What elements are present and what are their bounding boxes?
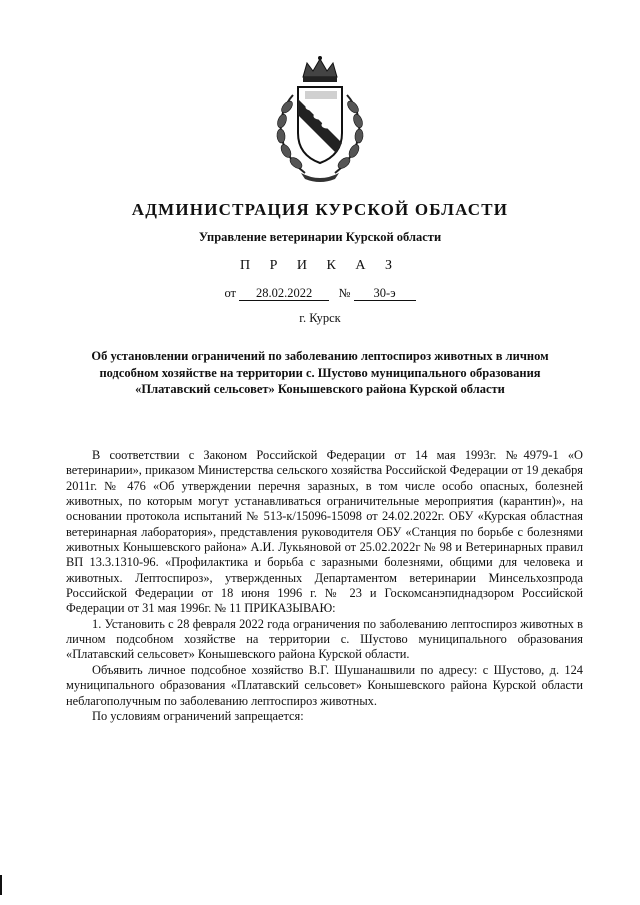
date-prefix: от: [224, 286, 236, 300]
organization-title: АДМИНИСТРАЦИЯ КУРСКОЙ ОБЛАСТИ: [131, 200, 509, 219]
order-subject: Об установлении ограничений по заболеванию лептоспироз животных в личном подсобном хозяйстве на территории с. Шустово муниципального образования «Платавский сельсовет» Конышевского района Курской области: [91, 349, 549, 396]
order-item-1: 1. Установить с 28 февраля 2022 года ограничения по заболеванию лептоспироз животных в личном подсобном хозяйстве на территории с. Шустово муниципального образования «Платавский сельсовет» Конышевского района Курской области.: [66, 616, 583, 662]
document-type: П Р И К А З: [240, 258, 400, 273]
coat-of-arms-emblem: [265, 55, 375, 185]
department-name: Управление ветеринарии Курской области: [198, 230, 442, 244]
order-body: [66, 448, 583, 724]
order-number: 30-э: [354, 287, 416, 301]
preamble-paragraph: В соответствии с Законом Российской Федерации от 14 мая 1993г. №4979-1 «О ветеринарии», приказом Министерства сельского хозяйства Российской Федерации от 19 декабря 2011г. № 476 «Об утверждении перечня заразных, в том числе особо опасных, болезней животных, по которым могут устанавливаться ограничительные мероприятия (карантин)», на основании протокола испытаний № 513-к/15096-15098 от 24.02.2022г. ОБУ «Курская областная ветеринарная лаборатория», представления руководителя ОБУ «Станция по борьбе с болезнями животных Конышевского района» А.И. Лукьяновой от 25.02.2022г № 98 и Ветеринарных правил ВП 13.3.1310-96. «Профилактика и борьба с заразными болезнями, общими для человека и животных. Лептоспироз», утвержденных Департаментом ветеринарии Минсельхозпрода Российской Федерации от 18 июня 1996 г. № 23 и Госкомсанэпиднадзором Российской Федерации от 31 мая 1996г. № 11 ПРИКАЗЫВАЮ:: [66, 448, 583, 616]
scan-margin-mark: [0, 875, 2, 895]
city-line: г. Курск: [299, 311, 341, 325]
order-date: 28.02.2022: [239, 287, 329, 301]
order-item-3: По условиям ограничений запрещается:: [92, 708, 304, 723]
kursk-oblast-coat-of-arms-icon: [265, 55, 375, 185]
order-item-2: Объявить личное подсобное хозяйство В.Г. Шушанашвили по адресу: с Шустово, д. 124 муниципального образования «Платавский сельсовет» Конышевского района Курской области неблагополучным по заболеванию лептоспироз животных.: [66, 662, 583, 708]
order-date-number-line: [0, 286, 640, 301]
number-sign: №: [338, 286, 351, 300]
